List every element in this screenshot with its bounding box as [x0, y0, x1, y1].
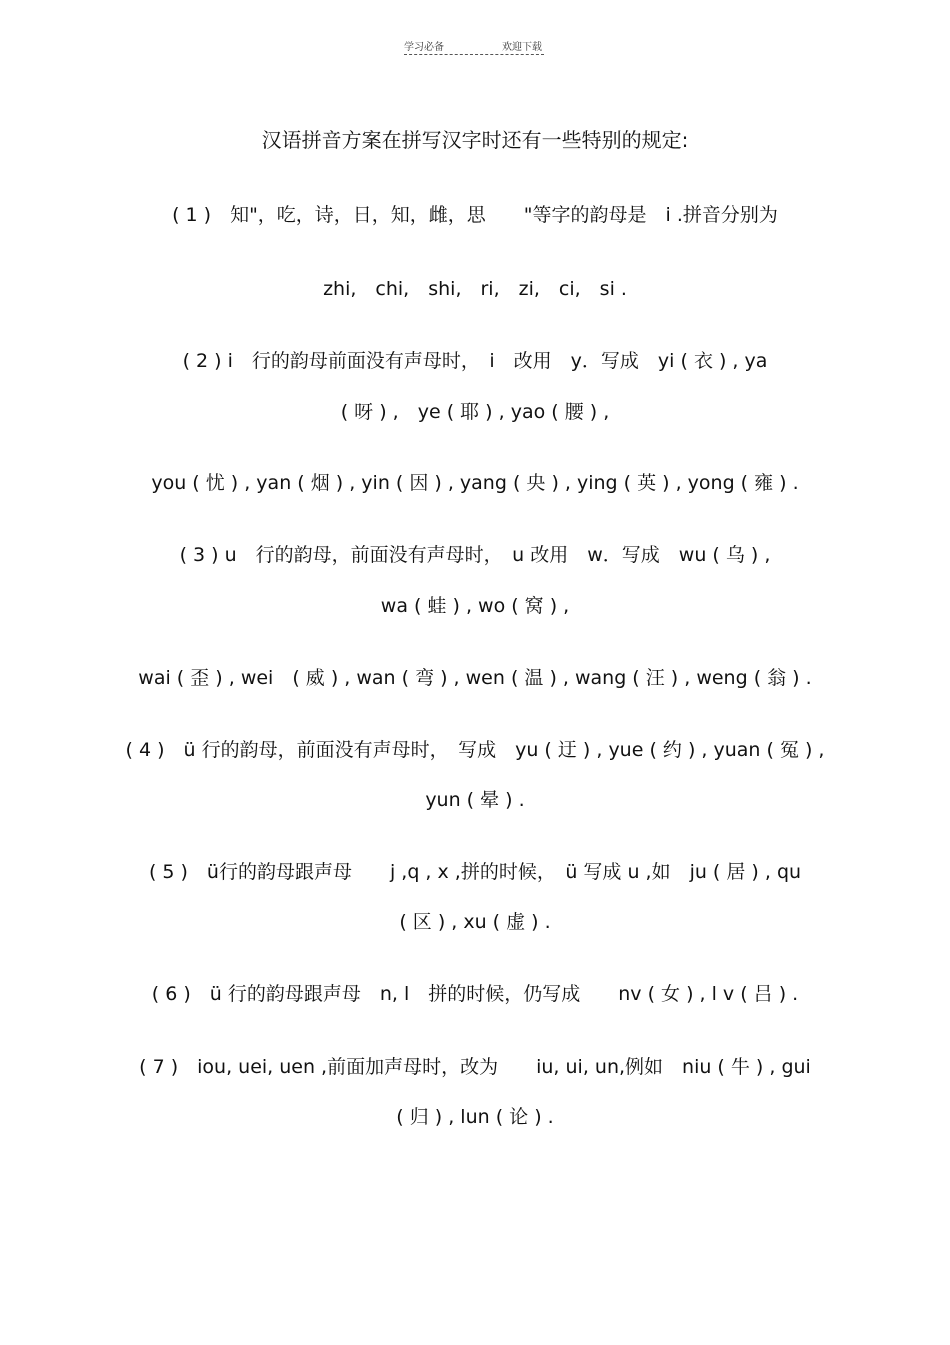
rule-5-line-1: ( 5 ) ü行的韵母跟声母 j ,q , x ,拼的时候， ü 写成 u ,如 ju ( 居 ) , qu [148, 861, 802, 883]
rule-3-line-1: ( 3 ) u 行的韵母，前面没有声母时， u 改用 w．写成 wu ( 乌 ) , [179, 544, 771, 566]
rule-1-line-2: zhi, chi, shi, ri, zi, ci, si . [323, 278, 627, 300]
rule-2-line-3: you ( 忧 ) , yan ( 烟 ) , yin ( 因 ) , yang ( 央 ) , ying ( 英 ) , yong ( 雍 ) . [151, 472, 799, 494]
rule-7-line-2: ( 归 ) , lun ( 论 ) . [396, 1106, 554, 1128]
rule-3-line-3: wai ( 歪 ) , wei ( 威 ) , wan ( 弯 ) , wen ( 温 ) , wang ( 汪 ) , weng ( 翁 ) . [138, 667, 812, 689]
rule-5-line-2: ( 区 ) , xu ( 虚 ) . [399, 911, 551, 933]
rule-2-line-2: ( 呀 ) , ye ( 耶 ) , yao ( 腰 ) , [340, 401, 610, 423]
header-left-text: 学习必备 [404, 42, 444, 53]
rule-3-line-2: wa ( 蛙 ) , wo ( 窝 ) , [380, 595, 570, 617]
rule-7-line-1: ( 7 ) iou, uei, uen ,前面加声母时，改为 iu, ui, un,例如 niu ( 牛 ) , gui [139, 1056, 811, 1078]
rule-6-line-1: ( 6 ) ü 行的韵母跟声母 n, l 拼的时候，仍写成 nv ( 女 ) , l v ( 吕 ) . [151, 983, 799, 1005]
rule-1-line-1: ( 1 ) 知"，吃，诗，日，知，雌，思 "等字的韵母是 i .拼音分别为 [172, 204, 778, 226]
header-right-text: 欢迎下载 [502, 42, 542, 53]
rule-4-line-1: ( 4 ) ü 行的韵母，前面没有声母时， 写成 yu ( 迂 ) , yue ( 约 ) , yuan ( 冤 ) , [125, 739, 825, 761]
header-divider [404, 54, 544, 55]
rule-4-line-2: yun ( 晕 ) . [425, 789, 525, 811]
rule-2-line-1: ( 2 ) i 行的韵母前面没有声母时， i 改用 y．写成 yi ( 衣 ) , ya [182, 350, 768, 372]
document-title: 汉语拼音方案在拼写汉字时还有一些特别的规定: [261, 128, 689, 152]
